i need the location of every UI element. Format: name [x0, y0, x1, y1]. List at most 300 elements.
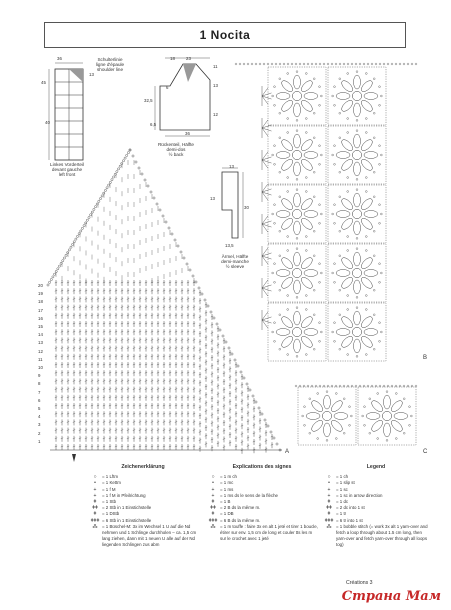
chain-stitch [267, 425, 269, 427]
motif-petal [306, 413, 320, 420]
chain-stitch [411, 385, 413, 387]
chain-stitch [231, 353, 233, 355]
sleeve-outline [222, 172, 238, 238]
chain-stitch [391, 385, 393, 387]
chain-stitch [275, 63, 277, 65]
chain-stitch [315, 63, 317, 65]
chain-stitch [165, 221, 167, 223]
back-outline [160, 64, 210, 130]
legend-french-item-text: = 1 DB [220, 511, 234, 517]
chain-stitch [174, 239, 176, 241]
chain-stitch [391, 63, 393, 65]
motif-border [298, 387, 356, 445]
chain-stitch [287, 354, 289, 356]
chain-stitch [272, 213, 274, 215]
motif-petal [354, 103, 361, 117]
row-number: 17 [38, 307, 43, 313]
chain-stitch [343, 63, 345, 65]
chain-stitch [343, 398, 345, 400]
chain-stitch [335, 385, 337, 387]
chain-stitch [159, 209, 161, 211]
motif-petal [340, 334, 355, 349]
chain-stitch [332, 213, 334, 215]
chain-stitch [272, 95, 274, 97]
chain-stitch [379, 86, 381, 88]
stitch-symbol-icon: ǂ [327, 511, 331, 518]
chain-stitch [339, 196, 341, 198]
chain-stitch [296, 296, 298, 298]
stitch-symbol-icon: ǂǂǂ [90, 517, 100, 524]
chain-stitch [319, 340, 321, 342]
chain-stitch [216, 323, 218, 325]
motif-border [358, 387, 416, 445]
page-footer [346, 580, 416, 586]
chain-stitch [332, 331, 334, 333]
chain-stitch [106, 187, 108, 189]
row-number: 15 [38, 324, 43, 329]
chain-stitch [305, 309, 307, 311]
page-title: 1 Nocita [44, 22, 406, 48]
chain-stitch [313, 348, 315, 350]
chain-stitch [347, 354, 349, 356]
motif-petal [329, 399, 344, 414]
chain-stitch [279, 196, 281, 198]
motif-petal [299, 216, 314, 231]
chain-stitch [319, 104, 321, 106]
chain-stitch [315, 385, 317, 387]
chain-stitch [363, 63, 365, 65]
legend-english-item-text: = 1 sc [336, 486, 348, 492]
chain-stitch [364, 406, 366, 408]
chain-stitch [108, 184, 110, 186]
motif-petal [280, 315, 295, 330]
sleeve-dim-4: 13,5 [225, 243, 234, 248]
chain-stitch [339, 112, 341, 114]
stitch-symbol-icon: ⁂ [326, 523, 332, 530]
motif-petal [364, 329, 378, 336]
chain-stitch [347, 177, 349, 179]
chain-stitch [334, 86, 336, 88]
stitch-symbol-icon: ǂǂ [92, 505, 98, 512]
chain-stitch [339, 137, 341, 139]
chain-stitch [287, 118, 289, 120]
chain-stitch [371, 63, 373, 65]
chain-stitch [219, 329, 221, 331]
chain-stitch [313, 255, 315, 257]
fan-stitch [262, 192, 272, 195]
motif-petal [310, 399, 325, 414]
chain-stitch [375, 385, 377, 387]
fan-stitch [262, 224, 272, 227]
stitch-symbol-icon: ○ [327, 474, 331, 481]
chain-stitch [287, 309, 289, 311]
back-dim-5: 6 [166, 85, 169, 90]
row-number: 14 [38, 332, 43, 338]
chain-stitch [403, 63, 405, 65]
motif-petal [354, 280, 361, 294]
chain-stitch [379, 340, 381, 342]
chain-stitch [55, 270, 57, 272]
motif-petal [294, 311, 301, 325]
stitch-symbol-icon: ⁂ [92, 523, 98, 530]
chain-stitch [279, 230, 281, 232]
chain-stitch [365, 118, 367, 120]
chain-stitch [320, 154, 322, 156]
chain-stitch [311, 63, 313, 65]
chain-stitch [339, 385, 341, 387]
chain-stitch [407, 63, 409, 65]
chain-stitch [273, 437, 275, 439]
chain-stitch [90, 214, 92, 216]
chain-stitch [94, 206, 96, 208]
chain-stitch [63, 257, 65, 259]
motif-petal [340, 275, 355, 290]
chain-stitch [380, 331, 382, 333]
stitch-symbol-icon: ○ [93, 474, 97, 481]
chain-stitch [379, 163, 381, 165]
row-number: 3 [38, 422, 41, 428]
chain-stitch [117, 168, 119, 170]
stitch-symbol-icon: + [93, 486, 97, 493]
chain-stitch [313, 78, 315, 80]
chain-stitch [334, 281, 336, 283]
back-dim-7: 6,5 [150, 122, 157, 127]
chain-stitch [86, 219, 88, 221]
fan-stitch [262, 125, 272, 128]
chain-stitch [234, 359, 236, 361]
chain-stitch [364, 424, 366, 426]
chain-stitch [371, 385, 373, 387]
chain-stitch [201, 293, 203, 295]
chain-stitch [380, 95, 382, 97]
row-number: 7 [38, 389, 41, 395]
fan-stitch [262, 288, 268, 296]
motif-petal [324, 423, 331, 437]
chain-stitch [395, 438, 397, 440]
flower-motif [268, 67, 326, 125]
motif-petal [304, 152, 318, 159]
motif-petal [299, 98, 314, 113]
chain-stitch [189, 269, 191, 271]
chain-stitch [320, 213, 322, 215]
motif-petal [359, 138, 374, 153]
chain-stitch [403, 385, 405, 387]
motif-petal [294, 221, 301, 235]
chain-stitch [52, 276, 54, 278]
chain-stitch [113, 176, 115, 178]
chain-stitch [379, 263, 381, 265]
back-dim-3: 11 [213, 64, 218, 69]
chain-stitch [339, 314, 341, 316]
chain-stitch [403, 398, 405, 400]
chain-stitch [222, 335, 224, 337]
motif-petal [276, 152, 290, 159]
left-front-dim-top: 36 [57, 56, 62, 61]
chain-stitch [213, 317, 215, 319]
chain-stitch [347, 309, 349, 311]
back-dim-8: 12 [213, 112, 218, 117]
stitch-symbol-icon: • [328, 480, 330, 487]
motif-center-ring [352, 327, 361, 336]
chain-stitch [302, 415, 304, 417]
legend-french-item-text: = 6 B ds la même m. [220, 517, 261, 523]
fan-stitch [262, 128, 268, 136]
legend-english-item-text: = 1 bobble stitch (= work 3x alt 1 yarn-over and fetch a loop through about 1.5 cm long, then yarn-over and fetch yarn-over through all loops tog) [336, 523, 428, 548]
chain-stitch [279, 314, 281, 316]
stitch-symbol-icon: ǂ [93, 511, 97, 518]
motif-petal [354, 339, 361, 353]
motif-petal [276, 270, 290, 277]
stitch-symbol-icon: + [327, 486, 331, 493]
chain-stitch [347, 295, 349, 297]
chain-stitch [365, 354, 367, 356]
motif-center-ring [352, 91, 361, 100]
chain-stitch [279, 78, 281, 80]
legend-french-item-text: = 1 B [220, 499, 231, 505]
chain-stitch [320, 272, 322, 274]
stitch-symbol-icon: ǂ [211, 511, 215, 518]
watermark-logo: Страна Мам [341, 589, 441, 604]
chain-stitch [296, 119, 298, 121]
legend-english-heading: Legend [366, 464, 386, 470]
stitch-symbol-icon: + [211, 486, 215, 493]
fan-stitch [262, 312, 268, 320]
fan-stitch [262, 120, 268, 128]
chain-stitch [347, 63, 349, 65]
flower-motif [328, 244, 386, 302]
chain-stitch [274, 263, 276, 265]
chain-stitch [147, 185, 149, 187]
motif-petal [294, 193, 301, 207]
row-number: 8 [38, 381, 41, 387]
motif-petal [354, 193, 361, 207]
chain-stitch [339, 171, 341, 173]
motif-petal [354, 252, 361, 266]
chain-stitch [319, 163, 321, 165]
chain-stitch [386, 391, 388, 393]
chain-stitch [98, 200, 100, 202]
chain-stitch [47, 284, 49, 286]
chain-stitch [279, 112, 281, 114]
chain-stitch [383, 385, 385, 387]
chain-stitch [313, 196, 315, 198]
chain-stitch [377, 393, 379, 395]
motif-petal [359, 157, 374, 172]
motif-petal [359, 197, 374, 212]
motif-petal [336, 152, 350, 159]
chain-stitch [195, 281, 197, 283]
chain-stitch [334, 204, 336, 206]
chain-stitch [156, 203, 158, 205]
chain-stitch [255, 401, 257, 403]
chain-stitch [395, 63, 397, 65]
fan-stitch [262, 152, 268, 160]
fan-stitch [262, 253, 272, 256]
legend-german-item-text: = 2 Stb in 1 Einstichstelle [102, 505, 152, 511]
row-number: 18 [38, 299, 43, 305]
flower-motif [268, 303, 326, 361]
chain-stitch [272, 154, 274, 156]
motif-petal [340, 157, 355, 172]
chain-stitch [379, 104, 381, 106]
stitch-symbol-icon: + [327, 492, 331, 499]
chain-stitch [347, 250, 349, 252]
chain-stitch [407, 385, 409, 387]
motif-petal [276, 93, 290, 100]
motif-petal [280, 334, 295, 349]
chain-stitch [387, 385, 389, 387]
legend-english-item-text: = 1 dc [336, 499, 349, 505]
chain-stitch [274, 204, 276, 206]
chain-stitch [258, 407, 260, 409]
chain-stitch [350, 415, 352, 417]
motif-petal [276, 329, 290, 336]
chain-stitch [319, 63, 321, 65]
fan-stitch [262, 224, 268, 232]
chain-stitch [62, 260, 64, 262]
chain-stitch [323, 63, 325, 65]
chain-stitch [409, 406, 411, 408]
fan-stitch [262, 189, 272, 192]
chain-stitch [349, 406, 351, 408]
chain-stitch [99, 198, 101, 200]
chain-stitch [65, 254, 67, 256]
motif-petal [280, 256, 295, 271]
motif-petal [304, 270, 318, 277]
chain-stitch [279, 255, 281, 257]
fan-stitch [262, 248, 268, 256]
motif-border [328, 244, 386, 302]
chain-stitch [251, 63, 253, 65]
legend-french-item-text: = 1 ms [220, 486, 234, 492]
neckline-shading [69, 69, 83, 82]
chain-stitch [246, 383, 248, 385]
motif-petal [364, 270, 378, 277]
chain-stitch [299, 385, 301, 387]
chain-stitch [334, 163, 336, 165]
row-number: 13 [38, 340, 43, 346]
chain-stitch [240, 371, 242, 373]
chain-stitch [305, 132, 307, 134]
motif-center-ring [382, 411, 391, 420]
motif-border [328, 126, 386, 184]
motif-petal [364, 152, 378, 159]
motif-petal [359, 275, 374, 290]
flower-motif [328, 126, 386, 184]
chain-stitch [409, 424, 411, 426]
motif-petal [359, 98, 374, 113]
chain-stitch [153, 197, 155, 199]
chain-stitch [132, 155, 134, 157]
fan-stitch [262, 317, 272, 320]
chain-stitch [80, 230, 82, 232]
row-number: 6 [38, 397, 41, 403]
left-front-dim-a: 45 [41, 80, 46, 85]
flower-motif [328, 185, 386, 243]
motif-center-ring [292, 91, 301, 100]
motif-petal [340, 315, 355, 330]
legend-german-item-text: = 1 Büschel-M: 3x im Wechsel 1 U auf die Nd nehmen und 1 Schlinge durchholen – ca. 1,5 cm lang ziehen, dann mit 1 neuen U alle auf der Nd liegenden Schlingen zus abm [102, 523, 197, 548]
chain-stitch [356, 355, 358, 357]
motif-petal [280, 157, 295, 172]
chain-stitch [367, 63, 369, 65]
motif-petal [294, 280, 301, 294]
chain-stitch [411, 63, 413, 65]
chain-stitch [365, 177, 367, 179]
chain-stitch [70, 246, 72, 248]
chain-stitch [121, 162, 123, 164]
fan-stitch [262, 96, 268, 104]
chain-stitch [103, 192, 105, 194]
stitch-symbol-icon: • [94, 480, 96, 487]
motif-petal [340, 197, 355, 212]
legend-german-item-text: = 1 Lftm [102, 474, 118, 480]
chain-stitch [349, 424, 351, 426]
row-number: 11 [38, 356, 43, 362]
motif-petal [340, 79, 355, 94]
motif-petal [280, 197, 295, 212]
back-label: Rückenteil, Hälfte demi-dos ½ back [157, 142, 194, 157]
chain-stitch [135, 161, 137, 163]
chain-stitch [276, 443, 278, 445]
chain-stitch [319, 322, 321, 324]
chain-stitch [317, 438, 319, 440]
chain-stitch [303, 63, 305, 65]
chain-stitch [373, 196, 375, 198]
chain-stitch [347, 236, 349, 238]
chain-stitch [296, 71, 298, 73]
motif-petal [359, 315, 374, 330]
chain-stitch [313, 314, 315, 316]
chain-stitch [356, 130, 358, 132]
chain-stitch [67, 252, 69, 254]
sleeve-dim-3: 30 [244, 205, 249, 210]
stitch-symbol-icon: ǂǂ [210, 505, 216, 512]
chain-stitch [287, 177, 289, 179]
chain-stitch [373, 255, 375, 257]
legend-french-item-text: = 2 B ds la même m. [220, 505, 261, 511]
chain-stitch [339, 255, 341, 257]
chain-stitch [287, 191, 289, 193]
back-dim-6: 32,5 [144, 98, 153, 103]
legend-english-item-text: = 2 dc into 1 st [336, 505, 365, 511]
chain-stitch [331, 63, 333, 65]
sleeve-dim-1: 13 [229, 164, 234, 169]
motif-petal [394, 413, 408, 420]
chain-stitch [373, 314, 375, 316]
chain-stitch [83, 225, 85, 227]
chain-stitch [334, 263, 336, 265]
chain-stitch [279, 137, 281, 139]
chain-stitch [380, 154, 382, 156]
row-number: 5 [38, 406, 41, 411]
chain-stitch [334, 104, 336, 106]
motif-petal [299, 334, 314, 349]
chain-stitch [81, 227, 83, 229]
legend-german-item-text: = 1 f M in Pfeilrichtung [102, 492, 146, 498]
chain-stitch [319, 263, 321, 265]
motif-center-ring [292, 268, 301, 277]
fan-stitch [262, 320, 272, 323]
chain-stitch [367, 385, 369, 387]
chain-stitch [101, 195, 103, 197]
stitch-symbol-icon: ǂǂ [326, 505, 332, 512]
motif-border [268, 67, 326, 125]
fan-stitch [262, 280, 268, 288]
motif-petal [340, 138, 355, 153]
left-front-label: Linkes Vorderteil devant gauche left front [50, 162, 84, 177]
chain-stitch [395, 385, 397, 387]
